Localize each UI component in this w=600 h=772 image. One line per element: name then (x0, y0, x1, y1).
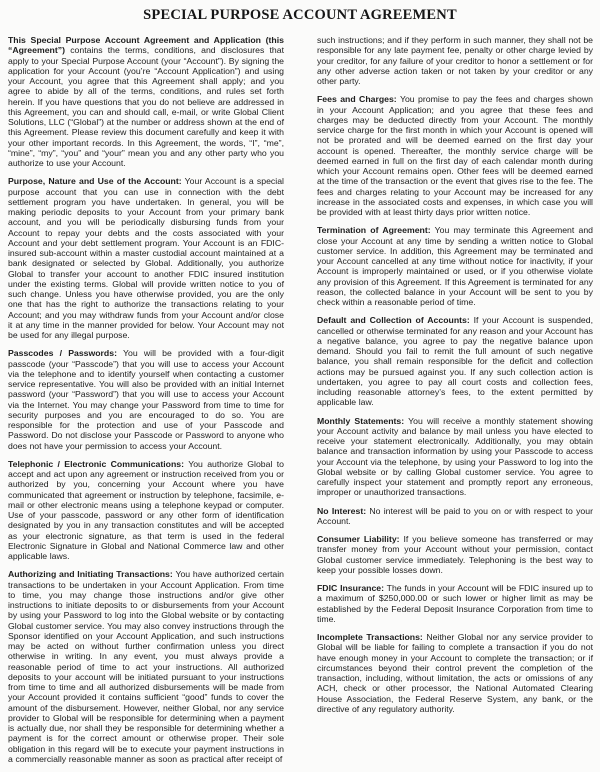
left-column (8, 35, 284, 772)
section-heading: Passcodes / Passwords: (8, 348, 117, 359)
section-text: If your Account is suspended, cancelled or otherwise terminated for any reason and your Account has a negative balance, you agree to pay the negative balance upon demand. Should you fail to remit the full amount of such negative balance, you shall remain responsible for the deficit and collection actions may be pursued against you. If any such collection action is undertaken, you agree to pay all court costs and collection fees, including reasonable attorney’s fees, to the extent permitted by applicable law. (317, 315, 593, 408)
section-heading: This Special Purpose Account Agreement and Application (this “Agreement”) (8, 35, 284, 56)
section-text: You authorize Global to accept and act upon any agreement or instruction received from you or authorized by you, concerning your Account where you have communicated that agreement or instruction by telephone, facsimile, e-mail or other electronic means using a telephone keypad or computer. Use of your passcode, password or any other form of identification designated by you in any transaction constitutes and will be accepted as your electronic signature, as that term is used in the federal Electronic Signature in Global and National Commerce law and other applicable laws. (8, 458, 284, 561)
two-column-layout (8, 35, 592, 772)
section-heading: Consumer Liability: (317, 534, 400, 544)
section-text: contains the terms, conditions, and disclosures that apply to your Special Purpose Account (your “Account”). By signing the application for your Account (you’re “Account Application”) and using your Account, you agree that this Agreement shall apply; and you agree to abide by all of the terms, conditions, and rules set forth herein. If you have questions that you do not believe are addressed in this Agreement, you can and should call, e-mail, or write Global Client Solutions, LLC (“Global”) at the number or address shown at the end of this Agreement. Please review this document carefully and keep it with your other important records. In this Agreement, the words, “I”, “me”, “mine”, “my”, “you” and “your” mean you and any other party who you authorize to use your Account. (8, 45, 284, 168)
para-continuation-instructions (317, 35, 593, 86)
section-fees-and-charges (317, 94, 593, 217)
section-heading: Telephonic / Electronic Communications: (8, 458, 185, 469)
section-text: Your Account is a special purpose account that you can use in connection with the debt settlement program you have undertaken. In general, you will be making periodic deposits to your Account from your primary bank account, and you will be periodically disbursing funds from your Account to repay your debts and the costs associated with your Account and your debt settlement program. Your Account is an FDIC-insured sub-account within a master custodial account maintained at a bank designated or selected by Global. Additionally, you authorize Global to transfer your account to another FDIC insured institution under the existing terms. Global will provide written notice to you of such change. Unless you have otherwise provided, you are the only one that has the right to authorize the transactions relating to your Account; and you may withdraw funds from your Account and/or close it at any time in the manner provided for below. Your Account may not be used for any illegal purpose. (8, 176, 284, 340)
section-text: No interest will be paid to you on or with respect to your Account. (317, 505, 593, 526)
section-text: Neither Global nor any service provider to Global will be liable for failing to complete a transaction if you do not have enough money in your Account to complete the transaction; or if circumstances beyond their control prevent the completion of the transaction, including, without limitation, the acts or omissions of any ACH, check or other processor, the National Automated Clearing House Association, the Federal Reserve System, any bank, or the directive of any regulatory authority. (317, 632, 593, 714)
right-column (317, 35, 593, 772)
section-text: The funds in your Account will be FDIC insured up to a maximum of $250,000.00 or such lower or higher limit as may be established by the Federal Deposit Insurance Corporation from time to time. (317, 583, 593, 624)
para-intro-agreement (8, 35, 284, 168)
section-text: If you believe someone has transferred or may transfer money from your Account without your permission, contact Global customer service immediately. Telephoning is the best way to keep your possible losses down. (317, 534, 593, 575)
section-heading: Incomplete Transactions: (317, 632, 423, 642)
section-heading: Monthly Statements: (317, 415, 405, 426)
section-heading: FDIC Insurance: (317, 583, 385, 593)
page-title: SPECIAL PURPOSE ACCOUNT AGREEMENT (143, 7, 457, 23)
section-text: such instructions; and if they perform in such manner, they shall not be responsible for any late payment fee, penalty or other charge levied by your creditor, for any failure of your creditor to honor a settlement or for any other adverse action taken or not taken by your creditor or any other party. (317, 35, 593, 86)
section-no-interest (317, 506, 593, 527)
section-default-and-collection (317, 315, 593, 407)
section-fdic-insurance (317, 583, 593, 624)
section-termination-of-agreement (317, 225, 593, 307)
section-consumer-liability (317, 534, 593, 575)
document-page (0, 7, 600, 764)
section-text: You will be provided with a four-digit passcode (your “Passcode”) that you will use to access your Account via the telephone and to identify yourself when contacting a customer service representative. You will also be provided with an initial Internet password (your “Password”) that you will use to access your Account via the Internet. You may change your Password from time to time for security purposes and you are encouraged to do so. You are responsible for the protection and use of your Passcode and Password. Do not disclose your Passcode or Password to anyone who does not have your permission to access your Account. (8, 348, 284, 451)
section-incomplete-transactions (317, 632, 593, 714)
section-purpose-nature-use (8, 176, 284, 340)
section-text: You may terminate this Agreement and close your Account at any time by sending a written notice to Global customer service. In addition, this Agreement may be terminated and your Account cancelled at any time without notice for inactivity, if your Account is improperly maintained or used, or if you otherwise violate any provision of this Agreement. If this Agreement is terminated for any reason, the collected balance in your Account will be sent to you by check within a reasonable period of time. (317, 225, 593, 307)
section-monthly-statements (317, 416, 593, 498)
section-telephonic-electronic-communications (8, 459, 284, 562)
section-heading: No Interest: (317, 505, 367, 516)
section-authorizing-initiating-transactions (8, 569, 284, 764)
section-passcodes-passwords (8, 348, 284, 451)
section-heading: Default and Collection of Accounts: (317, 315, 470, 326)
section-heading: Termination of Agreement: (317, 225, 431, 236)
section-text: You will receive a monthly statement showing your Account activity and balance by mail unless you have elected to receive your statement electronically. Additionally, you may obtain balance and transaction information by using your Passcode to access your Account via the telephone, by using your Password to log into the Global website or by calling Global customer service. You agree to carefully inspect your statement and promptly report any erroneous, improper or unauthorized transactions. (317, 415, 593, 498)
section-heading: Fees and Charges: (317, 94, 397, 105)
section-heading: Purpose, Nature and Use of the Account: (8, 176, 182, 187)
section-text: You have authorized certain transactions to be undertaken in your Account Application. From time to time, you may change those instructions and/or give other instructions to initiate deposits to or disbursements from your Account by using your Password to log into the Global website or by contacting Global customer service. You may also convey instructions through the Sponsor identified on your Account Application, and such instructions may be acted on without further confirmation unless you direct otherwise in writing. In any event, you must always provide a reasonable period of time to act your instructions. All authorized deposits to your account will be initiated pursuant to your instructions from time to time and all authorized disbursements will be made from your Account provided it contains sufficient “good” funds to cover the amount of the disbursement. However, neither Global, nor any service provider to Global will be responsible for determining when a payment is actually due, nor shall they be responsible for determining whether a payment is for the correct amount or otherwise proper. Their sole obligation in this regard will be to execute your payment instructions in a commercially reasonable manner as soon as practical after receipt of (8, 569, 285, 764)
section-text: You promise to pay the fees and charges shown in your Account Application; and you agree that these fees and charges may be deducted directly from your Account. The monthly service charge for the first month in which your Account is opened will not be prorated and will be deemed earned on the first day your account is opened. Thereafter, the monthly service charge will be deemed earned in full on the first day of each calendar month during which your Account remains open. Other fees will be deemed earned at the time of the transaction or the event that gives rise to the fee. The fees and charges relating to your Account may be increased for any increase in the associated costs and expenses, in which case you will be provided with at least thirty days prior written notice. (317, 94, 593, 217)
section-heading: Authorizing and Initiating Transactions: (8, 569, 173, 580)
